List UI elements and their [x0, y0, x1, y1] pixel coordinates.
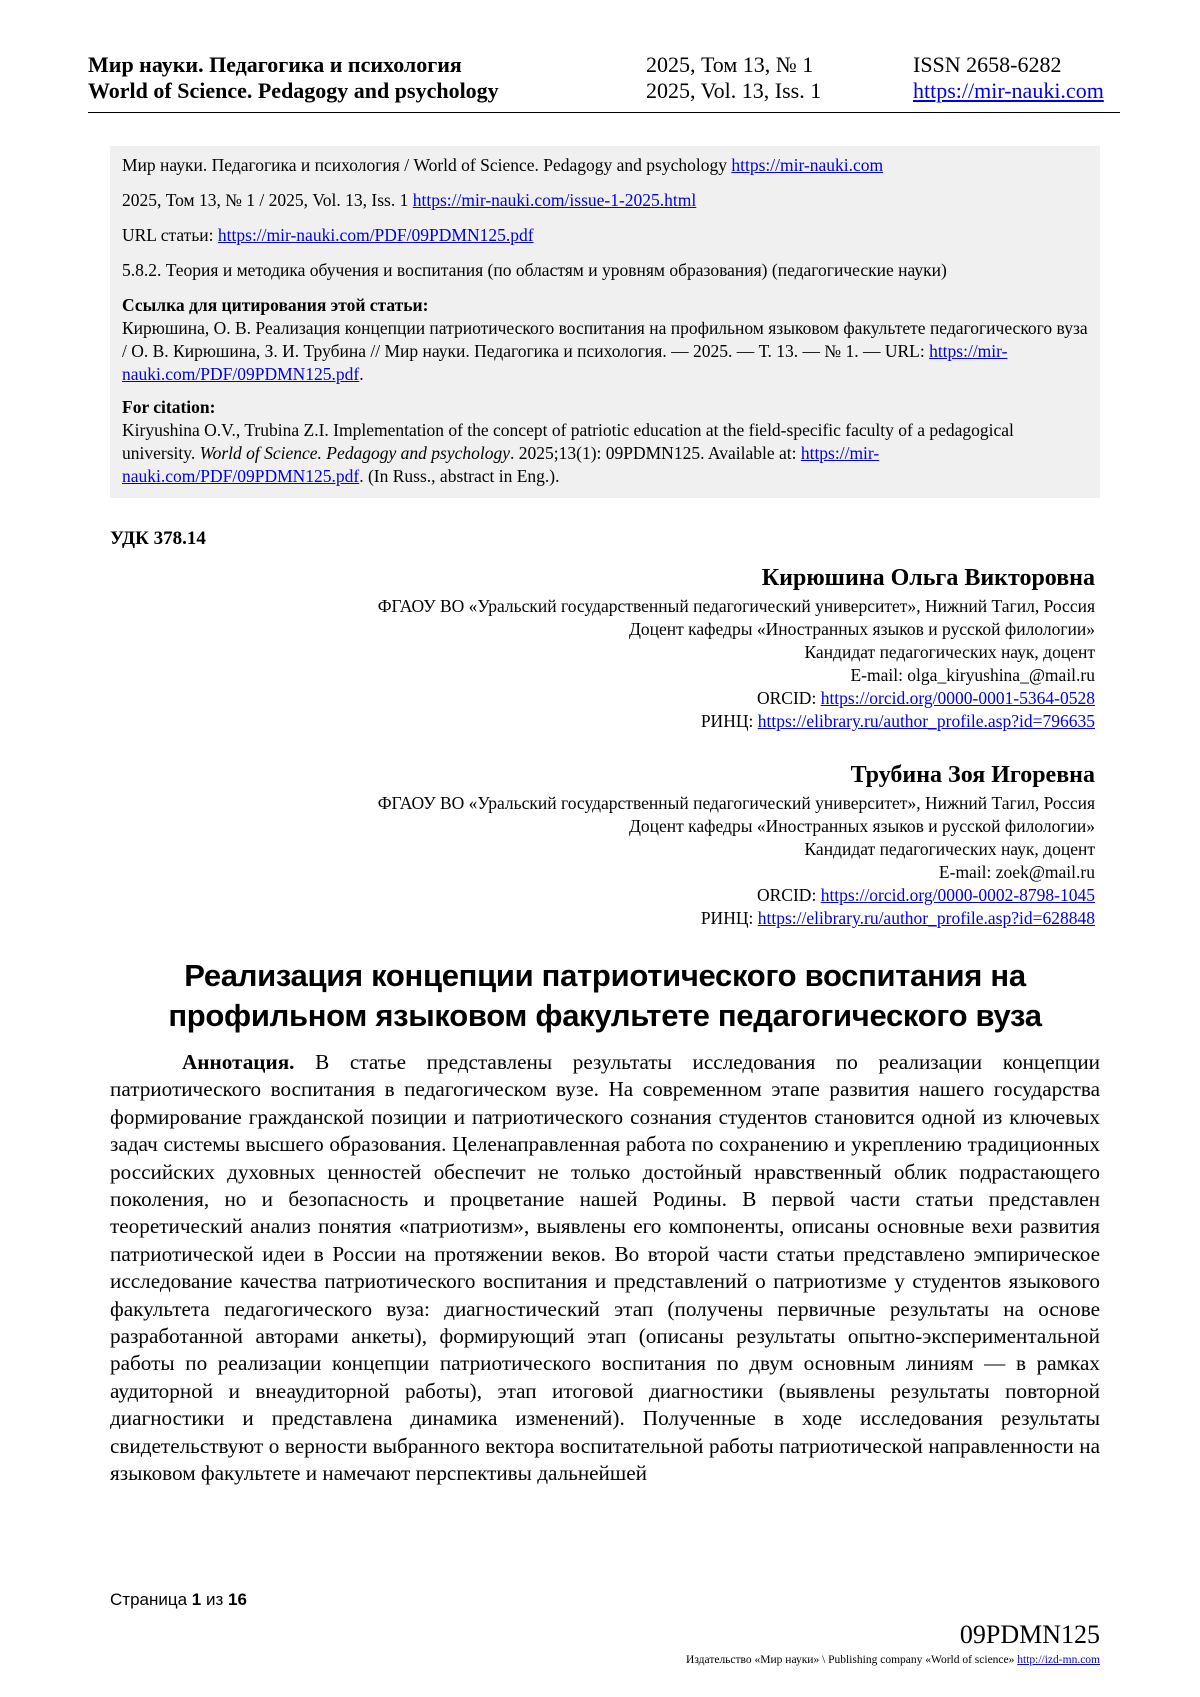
issn: ISSN 2658-6282	[913, 52, 1062, 77]
journal-title-ru: Мир науки. Педагогика и психология	[88, 52, 462, 77]
article-url-line: URL статьи: https://mir-nauki.com/PDF/09PDMN125.pdf	[122, 225, 534, 245]
orcid-link[interactable]: https://orcid.org/0000-0001-5364-0528	[820, 688, 1095, 708]
publisher-line: Издательство «Мир науки» \ Publishing company «World of science» http://izd-mn.com	[686, 1654, 1100, 1666]
rinc-link[interactable]: https://elibrary.ru/author_profile.asp?id=796635	[757, 711, 1095, 731]
article-url-link[interactable]: https://mir-nauki.com/PDF/09PDMN125.pdf	[217, 225, 534, 245]
citation-ru-heading: Ссылка для цитирования этой статьи:	[122, 295, 429, 315]
title-line-2: профильном языковом факультете педагогического вуза	[168, 998, 1042, 1033]
issue-line: 2025, Том 13, № 1 / 2025, Vol. 13, Iss. 1 https://mir-nauki.com/issue-1-2025.html	[122, 190, 697, 210]
journal-title-en: World of Science. Pedagogy and psychology	[88, 78, 499, 103]
author-email: E-mail: zoek@mail.ru	[938, 862, 1095, 882]
author-email: E-mail: olga_kiryushina_@mail.ru	[850, 665, 1095, 685]
author-degree: Кандидат педагогических наук, доцент	[804, 839, 1095, 859]
author-affiliation: ФГАОУ ВО «Уральский государственный педагогический университет», Нижний Тагил, Россия	[377, 793, 1095, 813]
header-divider	[88, 112, 1120, 113]
issue-link[interactable]: https://mir-nauki.com/issue-1-2025.html	[412, 190, 697, 210]
rinc-link[interactable]: https://elibrary.ru/author_profile.asp?id=628848	[757, 908, 1095, 928]
author-name: Кирюшина Ольга Викторовна	[761, 565, 1095, 591]
udk-code: УДК 378.14	[110, 528, 206, 549]
citation-en-text: Kiryushina O.V., Trubina Z.I. Implementation of the concept of patriotic education at the field-specific faculty of a pedagogical university. World of Science. Pedagogy and psychology. 2025;13(1): 09PDMN125. Available at: https://mir-nauki.com/PDF/09PDMN125.pdf. (In Russ., abstract in Eng.).	[122, 420, 1014, 486]
author-position: Доцент кафедры «Иностранных языков и русской филологии»	[628, 816, 1095, 836]
author-name: Трубина Зоя Игоревна	[850, 762, 1095, 788]
header-row-en	[88, 78, 1120, 104]
author-orcid: ORCID: https://orcid.org/0000-0001-5364-0528	[757, 688, 1095, 708]
abstract	[110, 1049, 1100, 1488]
publisher-link[interactable]: http://izd-mn.com	[1017, 1654, 1100, 1666]
abstract-text: В статье представлены результаты исследования по реализации концепции патриотического воспитания в педагогическом вузе. На современном этапе развития нашего государства формирование гражданской позиции и патриотического сознания студентов становится одной из ключевых задач системы высшего образования. Целенаправленная работа по сохранению и укреплению традиционных российских духовных ценностей обеспечит не только достойный нравственный облик подрастающего поколения, но и безопасность и процветание нашей Родины. В первой части статьи представлен теоретический анализ понятия «патриотизм», выявлены его компоненты, описаны основные вехи развития патриотической идеи в России на протяжении веков. Во второй части статьи представлено эмпирическое исследование качества патриотического воспитания и представлений о патриотизме у студентов языкового факультета педагогического вуза: диагностический этап (получены первичные результаты на основе разработанной авторами анкеты), формирующий этап (описаны результаты опытно-экспериментальной работы по реализации концепции патриотического воспитания по двум основным линиям — в рамках аудиторной и внеаудиторной работы), этап итоговой диагностики (выявлены результаты повторной диагностики и представлена динамика изменений). Полученные в ходе исследования результаты свидетельствуют о верности выбранного вектора воспитательной работы патриотической направленности на языковом факультете и намечают перспективы дальнейшей	[110, 1050, 1100, 1486]
abstract-label: Аннотация.	[182, 1050, 295, 1074]
citation-ru-link[interactable]: https://mir-nauki.com/PDF/09PDMN125.pdf	[122, 341, 1008, 384]
author-affiliation: ФГАОУ ВО «Уральский государственный педагогический университет», Нижний Тагил, Россия	[377, 596, 1095, 616]
article-code: 09PDMN125	[959, 1620, 1100, 1649]
journal-link[interactable]: https://mir-nauki.com	[731, 155, 884, 175]
title-line-1: Реализация концепции патриотического воспитания на	[184, 958, 1026, 993]
journal-header	[88, 52, 1120, 104]
citation-en-link[interactable]: https://mir-nauki.com/PDF/09PDMN125.pdf	[122, 443, 880, 486]
citation-info-box	[110, 146, 1100, 498]
author-position: Доцент кафедры «Иностранных языков и русской филологии»	[628, 619, 1095, 639]
header-row-ru	[88, 52, 1120, 78]
author-orcid: ORCID: https://orcid.org/0000-0002-8798-1045	[757, 885, 1095, 905]
issue-en: 2025, Vol. 13, Iss. 1	[646, 78, 822, 103]
article-title	[110, 956, 1100, 1036]
specialty-line: 5.8.2. Теория и методика обучения и воспитания (по областям и уровням образования) (педагогические науки)	[122, 260, 947, 280]
citation-en-journal: World of Science. Pedagogy and psychology	[199, 443, 510, 463]
orcid-link[interactable]: https://orcid.org/0000-0002-8798-1045	[820, 885, 1095, 905]
journal-site-link[interactable]: https://mir-nauki.com	[913, 78, 1104, 103]
issue-ru: 2025, Том 13, № 1	[646, 52, 814, 77]
author-rinc: РИНЦ: https://elibrary.ru/author_profile.asp?id=796635	[700, 711, 1095, 731]
journal-line: Мир науки. Педагогика и психология / World of Science. Pedagogy and psychology https://mir-nauki.com	[122, 155, 884, 175]
author-block	[378, 760, 1095, 930]
author-block	[378, 563, 1095, 733]
citation-en-heading: For citation:	[122, 397, 216, 417]
citation-ru-text: Кирюшина, О. В. Реализация концепции патриотического воспитания на профильном языковом факультете педагогического вуза / О. В. Кирюшина, З. И. Трубина // Мир науки. Педагогика и психология. — 2025. — Т. 13. — № 1. — URL: https://mir-nauki.com/PDF/09PDMN125.pdf.	[122, 318, 1088, 384]
author-degree: Кандидат педагогических наук, доцент	[804, 642, 1095, 662]
author-rinc: РИНЦ: https://elibrary.ru/author_profile.asp?id=628848	[700, 908, 1095, 928]
page-number: Страница 1 из 16	[110, 1590, 247, 1609]
